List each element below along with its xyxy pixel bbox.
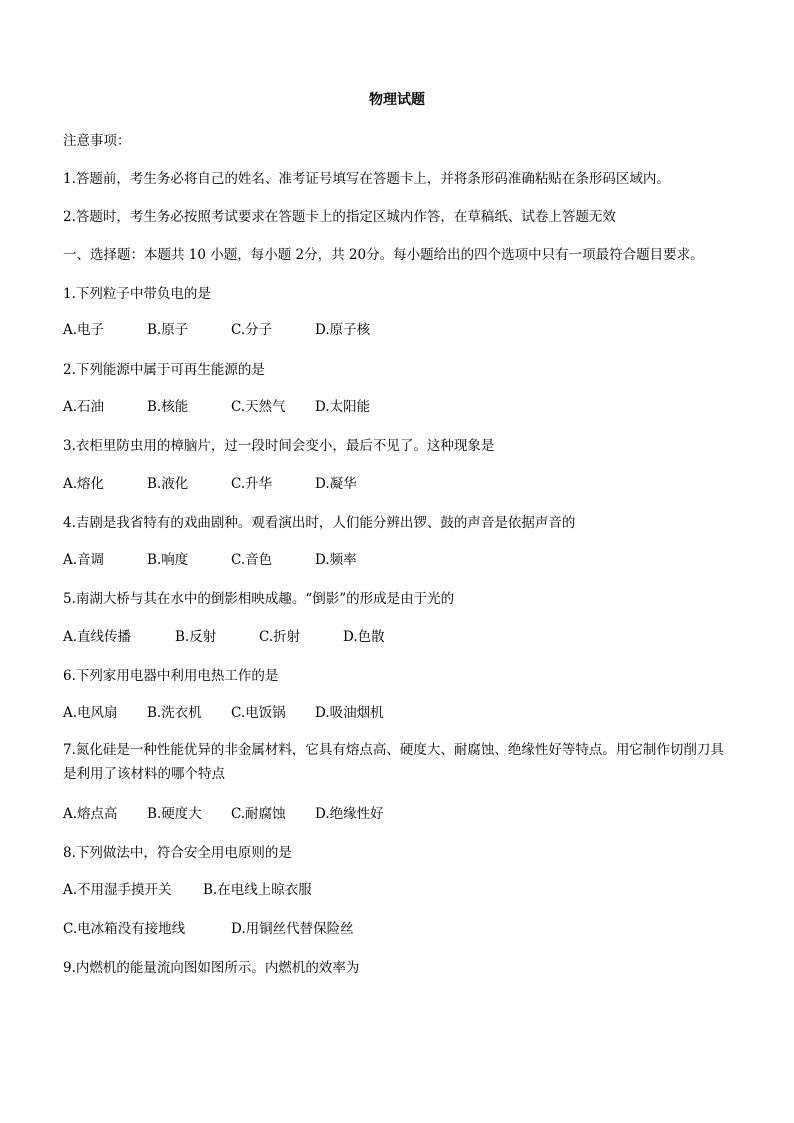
option-d: D.色散	[343, 629, 385, 645]
section-heading: 一、选择题：本题共 10 小题，每小题 2分，共 20分。每小题给出的四个选项中只有一项最符合题目要求。	[63, 247, 704, 263]
option-c: C.升华	[231, 476, 273, 492]
option-a: A.熔化	[63, 476, 105, 492]
option-d: D.原子核	[315, 322, 371, 338]
question-6-stem: 6.下列家用电器中利用电热工作的是	[63, 668, 279, 684]
question-4-stem: 4.吉剧是我省特有的戏曲剧种。观看演出时，人们能分辨出锣、鼓的声音是依据声音的	[63, 515, 576, 531]
question-8-options-row-2	[63, 919, 743, 939]
option-c: C.音色	[231, 552, 273, 568]
question-8-options-row-1	[63, 880, 743, 900]
option-d: D.太阳能	[315, 399, 371, 415]
option-c: C.分子	[231, 322, 273, 338]
option-b: B.液化	[147, 476, 189, 492]
question-1-stem: 1.下列粒子中带负电的是	[63, 286, 211, 302]
option-c: C.耐腐蚀	[231, 806, 286, 822]
option-c: C.电饭锅	[231, 705, 286, 721]
option-a: A.熔点高	[63, 806, 118, 822]
question-5-stem: 5.南湖大桥与其在水中的倒影相映成趣。“倒影”的形成是由于光的	[63, 591, 455, 607]
notice-item-2: 2.答题时，考生务必按照考试要求在答题卡上的指定区城内作答，在草稿纸、试卷上答题无效	[63, 209, 616, 225]
option-b: B.核能	[147, 399, 189, 415]
option-b: B.响度	[147, 552, 189, 568]
option-d: D.频率	[315, 552, 357, 568]
option-c: C.天然气	[231, 399, 286, 415]
option-a: A.音调	[63, 552, 105, 568]
option-c: C.折射	[259, 629, 301, 645]
option-d: D.凝华	[315, 476, 357, 492]
option-d: D.绝缘性好	[315, 806, 384, 822]
option-b: B.硬度大	[147, 806, 202, 822]
question-9-stem: 9.内燃机的能量流向图如图所示。内燃机的效率为	[63, 960, 360, 976]
question-8-stem: 8.下列做法中，符合安全用电原则的是	[63, 845, 292, 861]
option-a: A.石油	[63, 399, 105, 415]
option-b: B.反射	[175, 629, 217, 645]
question-6-options	[63, 703, 743, 723]
option-a: A.不用湿手摸开关	[63, 882, 172, 898]
question-4-options	[63, 550, 743, 570]
notice-item-1: 1.答题前，考生务必将自己的姓名、准考证号填写在答题卡上，并将条形码准确粘贴在条形码区域内。	[63, 171, 670, 187]
question-3-stem: 3.衣柜里防虫用的樟脑片，过一段时间会变小，最后不见了。这种现象是	[63, 438, 495, 454]
question-5-options	[63, 627, 743, 647]
question-7-options	[63, 804, 743, 824]
notice-heading: 注意事项：	[63, 133, 131, 149]
option-d: D.吸油烟机	[315, 705, 384, 721]
question-1-options	[63, 320, 743, 340]
option-a: A.电子	[63, 322, 105, 338]
option-a: A.直线传播	[63, 629, 132, 645]
option-b: B.原子	[147, 322, 189, 338]
question-7-stem: 7.氮化硅是一种性能优异的非金属材料，它具有熔点高、硬度大、耐腐蚀、绝缘性好等特点。用它制作切削刀具是利用了该材料的哪个特点	[63, 742, 724, 782]
question-2-stem: 2.下列能源中属于可再生能源的是	[63, 362, 265, 378]
question-2-options	[63, 397, 743, 417]
option-c: C.电冰箱没有接地线	[63, 921, 186, 937]
page-title: 物理试题	[369, 92, 425, 108]
option-a: A.电风扇	[63, 705, 118, 721]
option-b: B.洗衣机	[147, 705, 202, 721]
question-3-options	[63, 474, 743, 494]
option-d: D.用铜丝代替保险丝	[231, 921, 354, 937]
option-b: B.在电线上晾衣服	[203, 882, 312, 898]
